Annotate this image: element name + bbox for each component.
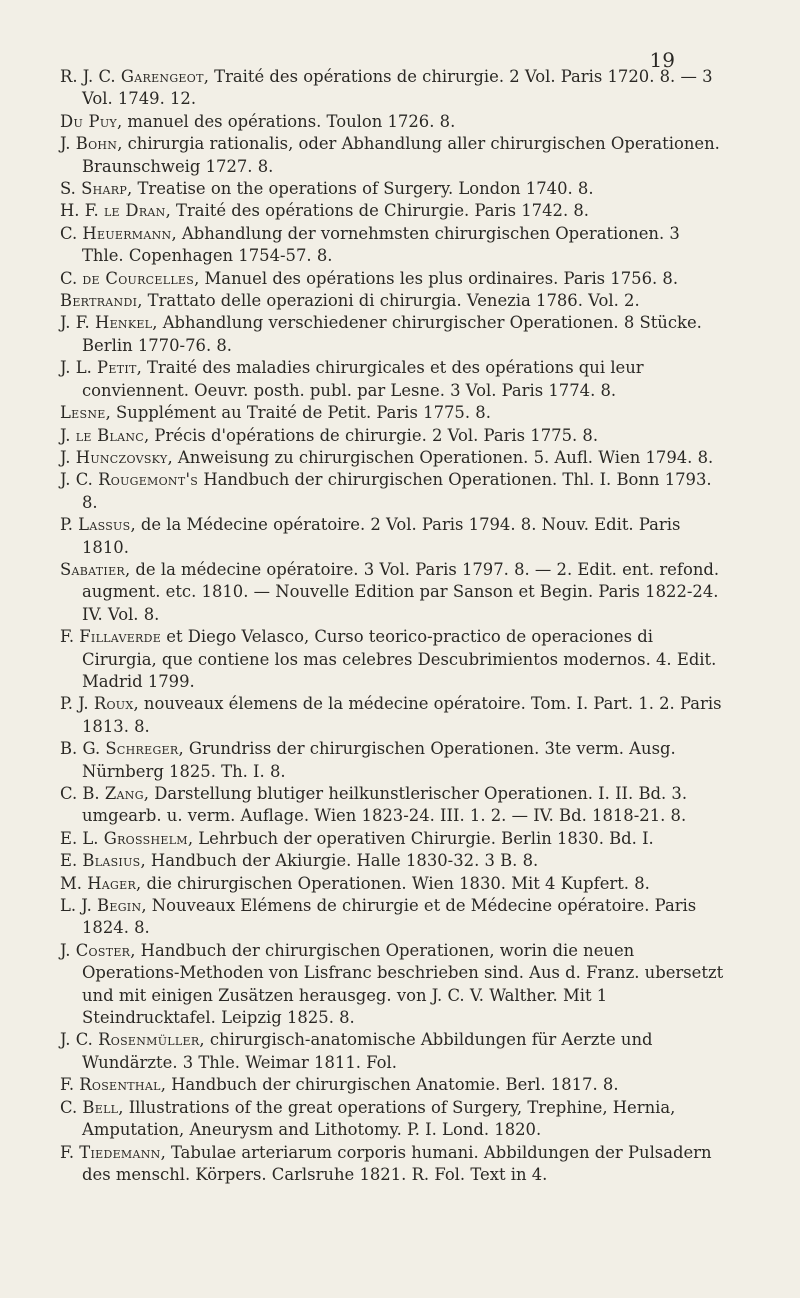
bibliography-entry	[60, 514, 726, 559]
entry-author: Bertrandi	[60, 291, 138, 311]
entry-text: , Handbuch der chirurgischen Operationen, worin die neuen Operations-Methoden von Lisfranc beschrieben sind. Aus d. Franz. ubersetzt und mit einigen Zusätzen herausgeg. von J. C. V. Walther. Mit 1 Steindrucktafel. Leipzig 1825. 8.	[82, 940, 724, 1028]
entry-initials: J.	[60, 425, 76, 445]
bibliography-entry	[60, 1097, 726, 1142]
entry-initials: R. J. C.	[60, 67, 121, 86]
entry-text: , chirurgisch-anatomische Abbildungen für Aerzte und Wundärzte. 3 Thle. Weimar 1811. Fol.	[82, 1030, 653, 1072]
entry-initials: J. L.	[60, 358, 98, 378]
entry-author: Rosenthal	[79, 1075, 161, 1095]
entry-text: , de la Médecine opératoire. 2 Vol. Paris 1794. 8. Nouv. Edit. Paris 1810.	[82, 515, 681, 557]
entry-author: Bohn	[75, 134, 118, 154]
bibliography-entry	[60, 1142, 726, 1187]
bibliography-entry	[60, 200, 726, 222]
entry-text: , Tabulae arteriarum corporis humani. Abbildungen der Pulsadern des menschl. Körpers. Carlsruhe 1821. R. Fol. Text in 4.	[82, 1142, 712, 1184]
entry-initials: B. G.	[60, 739, 106, 759]
entry-author: Schreger	[105, 739, 179, 759]
entry-author: Grosshelm	[103, 828, 188, 848]
entry-initials: M.	[60, 873, 88, 893]
entry-initials: F.	[60, 1142, 80, 1162]
entry-initials: C.	[60, 1097, 83, 1117]
entry-author: Garengeot	[120, 67, 204, 86]
bibliography-entry	[60, 402, 726, 424]
entry-initials: P. J.	[60, 694, 94, 714]
entry-text: , Traité des opérations de chirurgie. 2 Vol. Paris 1720. 8. — 3 Vol. 1749. 12.	[82, 67, 713, 109]
bibliography-entry	[60, 873, 726, 895]
bibliography-entry	[60, 312, 726, 357]
entry-initials: S.	[60, 179, 82, 199]
entry-author: Sharp	[81, 179, 128, 199]
entry-initials: C.	[60, 268, 83, 288]
entry-text: , Handbuch der Akiurgie. Halle 1830-32. 3 B. 8.	[140, 851, 539, 871]
entry-text: , Abhandlung der vornehmsten chirurgischen Operationen. 3 Thle. Copenhagen 1754-57. 8.	[82, 223, 680, 266]
bibliography-entry	[60, 290, 726, 312]
entry-text: , Traité des opérations de Chirurgie. Paris 1742. 8.	[165, 201, 590, 221]
entry-text: , Illustrations of the great operations of Surgery, Trephine, Hernia, Amputation, Aneurysm and Lithotomy. P. I. Lond. 1820.	[82, 1097, 676, 1140]
bibliography-entry	[60, 178, 726, 200]
entry-text: , Nouveaux Elémens de chirurgie et de Médecine opératoire. Paris 1824. 8.	[82, 896, 697, 938]
bibliography-entry	[60, 1029, 726, 1074]
entry-author: Fillaverde	[79, 627, 162, 647]
entry-initials: J.	[60, 447, 76, 467]
entry-initials: J. C.	[60, 1030, 99, 1050]
entry-text: Handbuch der chirurgischen Operationen. Thl. I. Bonn 1793. 8.	[82, 470, 712, 512]
bibliography-entry	[60, 357, 726, 402]
entry-text: , nouveaux élemens de la médecine opératoire. Tom. I. Part. 1. 2. Paris 1813. 8.	[82, 694, 722, 736]
bibliography-list	[60, 66, 726, 1186]
entry-initials: F.	[60, 627, 80, 647]
bibliography-entry	[60, 626, 726, 693]
entry-author: Zang	[104, 784, 144, 803]
entry-initials: J. F.	[60, 313, 95, 333]
entry-text: , chirurgia rationalis, oder Abhandlung aller chirurgischen Operationen. Braunschweig 1727. 8.	[82, 134, 720, 176]
entry-author: Hunczovsky	[75, 447, 168, 467]
entry-initials: P.	[60, 515, 79, 535]
entry-text: , Manuel des opérations les plus ordinaires. Paris 1756. 8.	[194, 268, 679, 288]
bibliography-entry	[60, 850, 726, 872]
bibliography-entry	[60, 268, 726, 290]
entry-text: , manuel des opérations. Toulon 1726. 8.	[116, 111, 456, 131]
entry-text: , Treatise on the operations of Surgery. London 1740. 8.	[127, 179, 594, 199]
bibliography-entry	[60, 469, 726, 514]
bibliography-entry	[60, 66, 726, 111]
entry-author: Sabatier	[60, 559, 125, 579]
bibliography-entry	[60, 133, 726, 178]
entry-author: le Dran	[103, 201, 166, 221]
entry-text: et Diego Velasco, Curso teorico-practico de operaciones di Cirurgia, que contiene los mas celebres Descubrimientos modernos. 4. Edit. Madrid 1799.	[82, 627, 717, 691]
entry-author: Lesne	[60, 403, 106, 423]
entry-author: Rougemont's	[98, 470, 199, 490]
entry-initials: C. B.	[60, 784, 105, 803]
entry-initials: E.	[60, 851, 83, 871]
entry-text: , Grundriss der chirurgischen Operationen. 3te verm. Ausg. Nürnberg 1825. Th. I. 8.	[82, 739, 676, 781]
entry-initials: C.	[60, 223, 83, 243]
entry-initials: J.	[60, 134, 76, 154]
page-number: 19	[649, 48, 675, 72]
bibliography-entry	[60, 693, 726, 738]
entry-initials: F.	[60, 1075, 80, 1095]
bibliography-entry	[60, 447, 726, 469]
entry-author: Blasius	[82, 851, 141, 871]
bibliography-entry	[60, 559, 726, 626]
entry-author: Du Puy	[60, 111, 117, 131]
bibliography-entry	[60, 828, 726, 850]
entry-text: , Traité des maladies chirurgicales et des opérations qui leur conviennent. Oeuvr. posth. publ. par Lesne. 3 Vol. Paris 1774. 8.	[82, 358, 644, 400]
entry-text: , Supplément au Traité de Petit. Paris 1775. 8.	[105, 403, 491, 423]
entry-initials: J. C.	[60, 470, 99, 490]
entry-text: , Trattato delle operazioni di chirurgia. Venezia 1786. Vol. 2.	[137, 291, 640, 311]
entry-author: Lassus	[78, 515, 131, 535]
entry-text: , Lehrbuch der operativen Chirurgie. Berlin 1830. Bd. I.	[187, 828, 654, 848]
entry-text: , de la médecine opératoire. 3 Vol. Paris 1797. 8. — 2. Edit. ent. refond. augment. etc. 1810. — Nouvelle Edition par Sanson et Begin. Paris 1822-24. IV. Vol. 8.	[82, 559, 720, 624]
entry-initials: L. J.	[60, 896, 98, 916]
entry-text: , Anweisung zu chirurgischen Operationen. 5. Aufl. Wien 1794. 8.	[167, 447, 714, 467]
bibliography-entry	[60, 111, 726, 133]
bibliography-entry	[60, 940, 726, 1030]
entry-author: Coster	[75, 940, 131, 960]
bibliography-entry	[60, 223, 726, 268]
bibliography-entry	[60, 738, 726, 783]
bibliography-entry	[60, 1074, 726, 1096]
entry-initials: E. L.	[60, 828, 104, 848]
entry-author: Heuermann	[82, 223, 172, 243]
entry-author: Tiedemann	[79, 1142, 161, 1162]
entry-author: Hager	[87, 873, 137, 893]
bibliography-entry	[60, 783, 726, 828]
entry-text: , die chirurgischen Operationen. Wien 1830. Mit 4 Kupfert. 8.	[136, 873, 650, 893]
entry-text: , Handbuch der chirurgischen Anatomie. Berl. 1817. 8.	[160, 1075, 619, 1095]
entry-author: Henkel	[94, 313, 153, 333]
entry-author: de Courcelles	[82, 268, 195, 288]
bibliography-entry	[60, 895, 726, 940]
entry-author: Petit	[97, 358, 137, 378]
entry-author: Begin	[97, 896, 142, 916]
bibliography-entry	[60, 425, 726, 447]
entry-initials: H. F.	[60, 201, 104, 221]
entry-author: Roux	[93, 694, 134, 714]
entry-initials: J.	[60, 940, 76, 960]
entry-author: Rosenmüller	[98, 1030, 200, 1050]
entry-text: , Précis d'opérations de chirurgie. 2 Vol. Paris 1775. 8.	[144, 425, 599, 445]
entry-author: le Blanc	[75, 425, 144, 445]
entry-text: , Abhandlung verschiedener chirurgischer Operationen. 8 Stücke. Berlin 1770-76. 8.	[82, 313, 702, 355]
entry-text: , Darstellung blutiger heilkunstlerischer Operationen. I. II. Bd. 3. umgearb. u. verm. Auflage. Wien 1823-24. III. 1. 2. — IV. Bd. 1818-21. 8.	[82, 784, 688, 826]
entry-author: Bell	[82, 1097, 119, 1117]
